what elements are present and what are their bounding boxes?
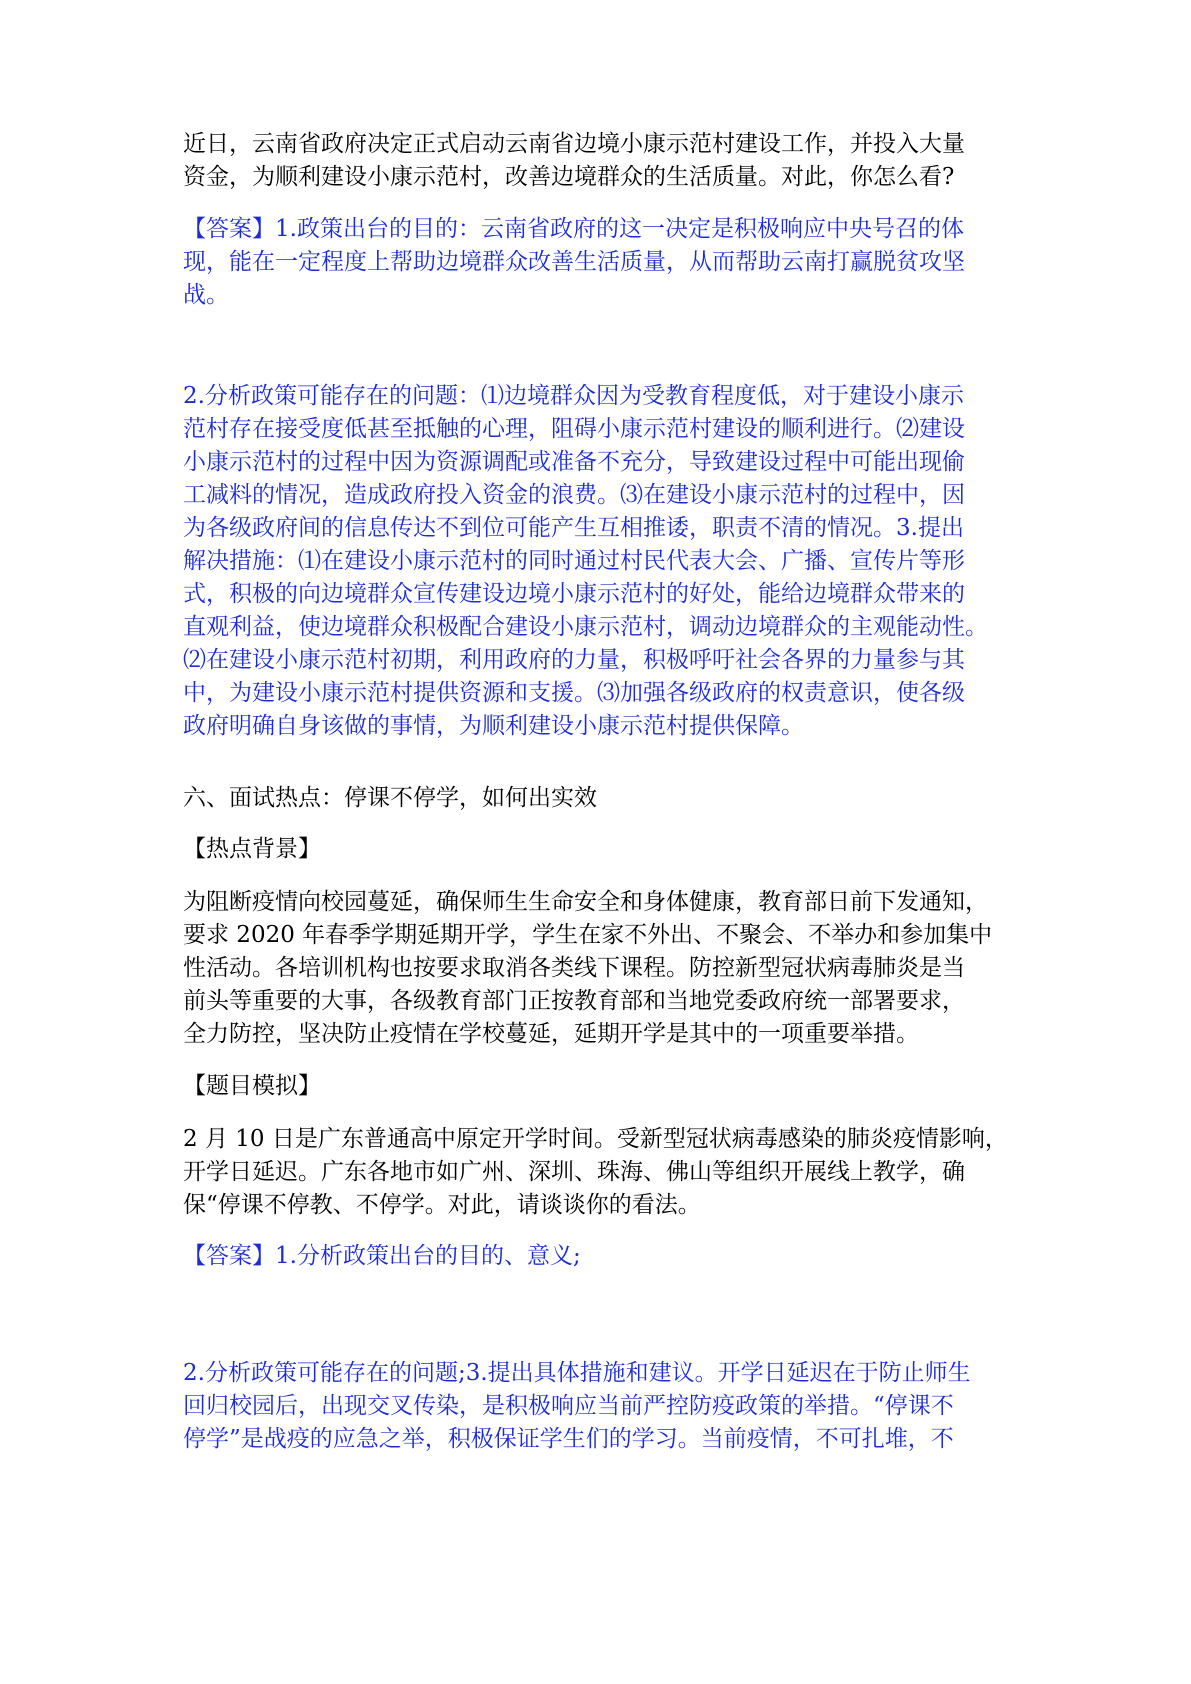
text-line: 为各级政府间的信息传达不到位可能产生互相推诿，职责不清的情况。3.提出 bbox=[183, 515, 964, 541]
text-line: 2.分析政策可能存在的问题：⑴边境群众因为受教育程度低，对于建设小康示 bbox=[183, 383, 964, 409]
answer-analysis-paragraph bbox=[183, 380, 1023, 743]
section-title-text: 六、面试热点：停课不停学，如何出实效 bbox=[183, 785, 597, 811]
text-line: 战。 bbox=[183, 282, 229, 308]
text-line: 为阻断疫情向校园蔓延，确保师生生命安全和身体健康，教育部日前下发通知， bbox=[183, 889, 988, 915]
text-line: 【答案】1.政策出台的目的：云南省政府的这一决定是积极响应中央号召的体 bbox=[183, 216, 964, 242]
text-line: 中，为建设小康示范村提供资源和支援。⑶加强各级政府的权责意识，使各级 bbox=[183, 680, 965, 706]
simulated-question-paragraph bbox=[183, 1123, 1023, 1222]
text-line: 小康示范村的过程中因为资源调配或准备不充分，导致建设过程中可能出现偷 bbox=[183, 449, 965, 475]
text-line: 资金，为顺利建设小康示范村，改善边境群众的生活质量。对此，你怎么看? bbox=[183, 164, 955, 190]
text-line: 保“停课不停教、不停学。对此，请谈谈你的看法。 bbox=[183, 1192, 701, 1218]
text-line: 范村存在接受度低甚至抵触的心理，阻碍小康示范村建设的顺利进行。⑵建设 bbox=[183, 416, 965, 442]
section-title bbox=[183, 782, 1023, 815]
text-line: 近日，云南省政府决定正式启动云南省边境小康示范村建设工作，并投入大量 bbox=[183, 131, 965, 157]
text-line: 政府明确自身该做的事情，为顺利建设小康示范村提供保障。 bbox=[183, 713, 804, 739]
text-line: 2 月 10 日是广东普通高中原定开学时间。受新型冠状病毒感染的肺炎疫情影响， bbox=[183, 1126, 1008, 1152]
answer-continuation-paragraph bbox=[183, 1357, 1023, 1456]
text-line: 开学日延迟。广东各地市如广州、深圳、珠海、佛山等组织开展线上教学，确 bbox=[183, 1159, 965, 1185]
text-line: 直观利益，使边境群众积极配合建设小康示范村，调动边境群众的主观能动性。 bbox=[183, 614, 988, 640]
text-line: 式，积极的向边境群众宣传建设边境小康示范村的好处，能给边境群众带来的 bbox=[183, 581, 965, 607]
question-paragraph bbox=[183, 128, 1023, 194]
text-line: 【答案】1.分析政策出台的目的、意义; bbox=[183, 1243, 581, 1269]
text-line: 全力防控，坚决防止疫情在学校蔓延，延期开学是其中的一项重要举措。 bbox=[183, 1021, 919, 1047]
text-line: ⑵在建设小康示范村初期，利用政府的力量，积极呼吁社会各界的力量参与其 bbox=[183, 647, 965, 673]
background-paragraph bbox=[183, 886, 1023, 1051]
background-heading bbox=[183, 833, 1023, 866]
question-heading-text: 【题目模拟】 bbox=[183, 1073, 321, 1099]
text-line: 解决措施：⑴在建设小康示范村的同时通过村民代表大会、广播、宣传片等形 bbox=[183, 548, 965, 574]
text-line: 停学”是战疫的应急之举，积极保证学生们的学习。当前疫情，不可扎堆，不 bbox=[183, 1426, 954, 1452]
text-line: 回归校园后，出现交叉传染，是积极响应当前严控防疫政策的举措。“停课不 bbox=[183, 1393, 954, 1419]
answer-heading-paragraph bbox=[183, 1240, 1023, 1273]
background-heading-text: 【热点背景】 bbox=[183, 836, 321, 862]
text-line: 2.分析政策可能存在的问题;3.提出具体措施和建议。开学日延迟在于防止师生 bbox=[183, 1360, 971, 1386]
text-line: 现，能在一定程度上帮助边境群众改善生活质量，从而帮助云南打赢脱贫攻坚 bbox=[183, 249, 965, 275]
text-line: 前头等重要的大事，各级教育部门正按教育部和当地党委政府统一部署要求， bbox=[183, 988, 965, 1014]
text-line: 性活动。各培训机构也按要求取消各类线下课程。防控新型冠状病毒肺炎是当 bbox=[183, 955, 965, 981]
question-heading bbox=[183, 1070, 1023, 1103]
answer-paragraph bbox=[183, 213, 1023, 312]
text-line: 工减料的情况，造成政府投入资金的浪费。⑶在建设小康示范村的过程中，因 bbox=[183, 482, 965, 508]
text-line: 要求 2020 年春季学期延期开学，学生在家不外出、不聚会、不举办和参加集中 bbox=[183, 922, 993, 948]
